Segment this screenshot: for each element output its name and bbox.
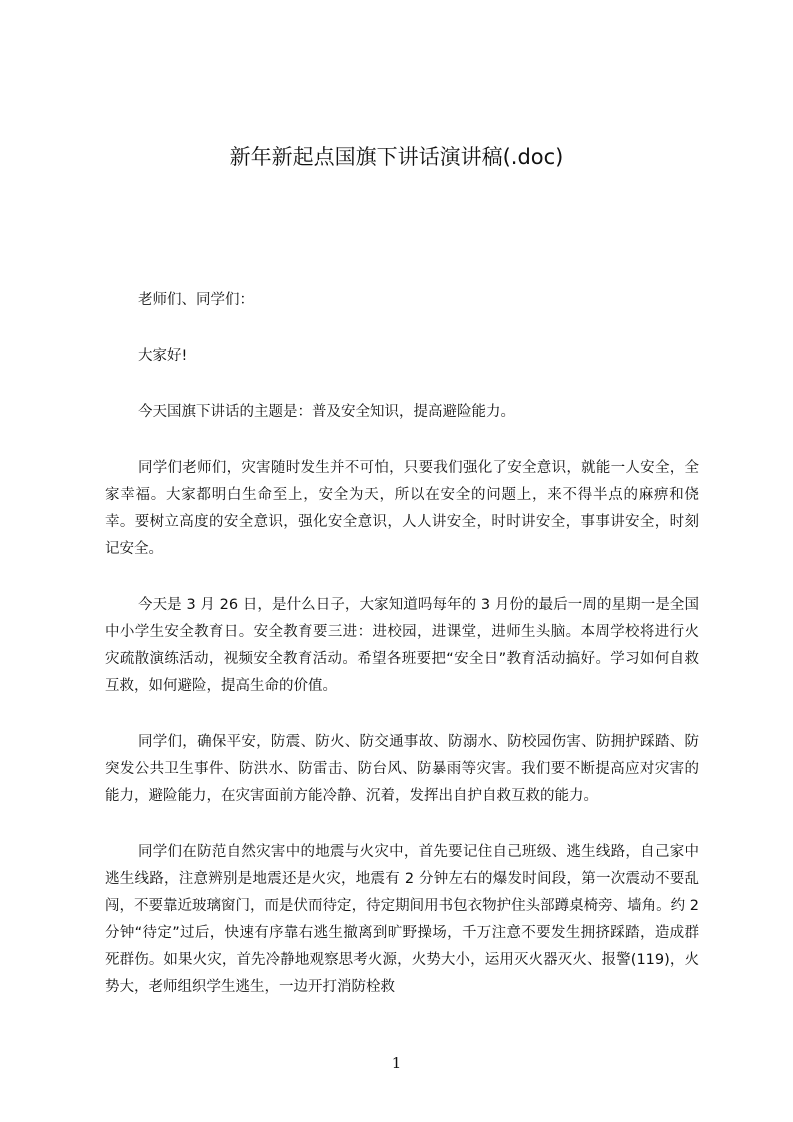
page-number: 1: [391, 1054, 402, 1072]
paragraph-safety-education-day: 今天是 3 月 26 日，是什么日子，大家知道吗每年的 3 月份的最后一周的星期一是全国中小学生安全教育日。安全教育要三进：进校园，进课堂，进师生头脑。本周学校将进行火灾疏散演练活动，视频安全教育活动。希望各班要把“安全日”教育活动搞好。学习如何自救互救，如何避险，提高生命的价值。: [105, 597, 699, 694]
document-title: 新年新起点国旗下讲话演讲稿(.doc): [229, 145, 564, 169]
paragraph-earthquake-fire: 同学们在防范自然灾害中的地震与火灾中，首先要记住自己班级、逃生线路，自己家中逃生线路，注意辨别是地震还是火灾，地震有 2 分钟左右的爆发时间段，第一次震动不要乱闯，不要靠近玻璃窗门，而是伏而待定，待定期间用书包衣物护住头部蹲桌椅旁、墙角。约 2 分钟“待定”过后，快速有序靠右逃生撤离到旷野操场，千万注意不要发生拥挤踩踏，造成群死群伤。如果火灾，首先冷静地观察思考火源，火势大小，运用灭火器灭火、报警(119)，火势大，老师组织学生逃生，一边开打消防栓救: [105, 844, 699, 995]
paragraph-theme: 今天国旗下讲话的主题是：普及安全知识，提高避险能力。: [138, 404, 515, 420]
paragraph-disaster-prevention: 同学们，确保平安，防震、防火、防交通事故、防溺水、防校园伤害、防拥护踩踏、防突发公共卫生事件、防洪水、防雷击、防台风、防暴雨等灾害。我们要不断提高应对灾害的能力，避险能力，在灾害面前方能冷静、沉着，发挥出自护自救互救的能力。: [105, 734, 699, 804]
paragraph-greeting: 老师们、同学们：: [138, 292, 254, 308]
paragraph-hello: 大家好!: [138, 348, 188, 364]
paragraph-safety-awareness: 同学们老师们，灾害随时发生并不可怕，只要我们强化了安全意识，就能一人安全，全家幸福。大家都明白生命至上，安全为天，所以在安全的问题上，来不得半点的麻痹和侥幸。要树立高度的安全意识，强化安全意识，人人讲安全，时时讲安全，事事讲安全，时刻记安全。: [105, 460, 699, 557]
document-body: [105, 287, 699, 1030]
